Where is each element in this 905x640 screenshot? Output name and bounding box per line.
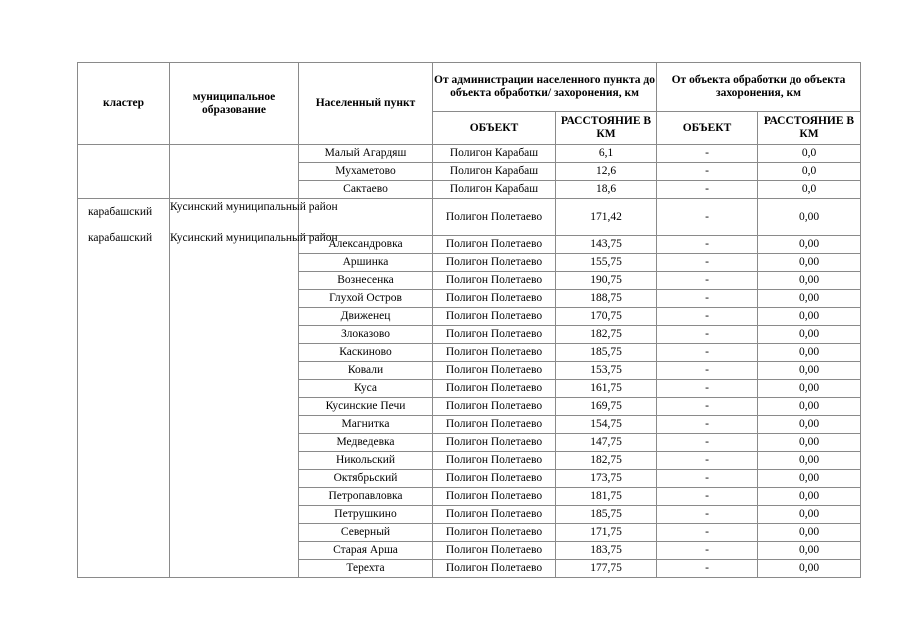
cluster-label: карабашский	[88, 206, 153, 218]
object2-cell: -	[657, 434, 758, 452]
distance2-cell: 0,00	[758, 326, 861, 344]
distance-cell: 153,75	[556, 362, 657, 380]
distance2-cell: 0,00	[758, 560, 861, 578]
header-cluster: кластер	[78, 63, 170, 145]
settlement-cell: Никольский	[299, 452, 433, 470]
object-cell: Полигон Полетаево	[433, 362, 556, 380]
distance-cell: 177,75	[556, 560, 657, 578]
distance2-cell: 0,00	[758, 236, 861, 254]
distance-cell: 185,75	[556, 506, 657, 524]
object2-cell: -	[657, 163, 758, 181]
distance2-cell: 0,00	[758, 199, 861, 236]
distance2-cell: 0,00	[758, 524, 861, 542]
settlement-cell: Глухой Остров	[299, 290, 433, 308]
distance-cell: 181,75	[556, 488, 657, 506]
object-cell: Полигон Карабаш	[433, 145, 556, 163]
municipality-label: Кусинский муниципальный район	[170, 201, 338, 213]
header-distance: РАССТОЯНИЕ В КМ	[556, 112, 657, 145]
object-cell: Полигон Полетаево	[433, 452, 556, 470]
object-cell: Полигон Полетаево	[433, 398, 556, 416]
distance-cell: 155,75	[556, 254, 657, 272]
settlement-cell: Северный	[299, 524, 433, 542]
distance2-cell: 0,00	[758, 506, 861, 524]
distance-cell: 12,6	[556, 163, 657, 181]
municipality-cell-empty	[170, 145, 299, 199]
distance-cell: 171,42	[556, 199, 657, 236]
settlement-cell: Петрушкино	[299, 506, 433, 524]
settlement-cell: Сактаево	[299, 181, 433, 199]
object-cell: Полигон Полетаево	[433, 434, 556, 452]
object2-cell: -	[657, 236, 758, 254]
distance2-cell: 0,00	[758, 470, 861, 488]
distance-cell: 170,75	[556, 308, 657, 326]
distance-cell: 182,75	[556, 452, 657, 470]
settlement-cell: Движенец	[299, 308, 433, 326]
distance-cell: 171,75	[556, 524, 657, 542]
object-cell: Полигон Полетаево	[433, 290, 556, 308]
table-row	[78, 199, 861, 236]
object-cell: Полигон Полетаево	[433, 199, 556, 236]
object2-cell: -	[657, 560, 758, 578]
object-cell: Полигон Полетаево	[433, 542, 556, 560]
object-cell: Полигон Полетаево	[433, 524, 556, 542]
distance-cell: 6,1	[556, 145, 657, 163]
settlement-cell: Вознесенка	[299, 272, 433, 290]
header-object-2: ОБЪЕКТ	[657, 112, 758, 145]
object-cell: Полигон Полетаево	[433, 308, 556, 326]
settlement-cell: Злоказово	[299, 326, 433, 344]
object-cell: Полигон Полетаево	[433, 470, 556, 488]
cluster-cell-empty	[78, 145, 170, 199]
settlement-cell: Ковали	[299, 362, 433, 380]
distance2-cell: 0,00	[758, 452, 861, 470]
settlement-cell: Мухаметово	[299, 163, 433, 181]
distance-cell: 190,75	[556, 272, 657, 290]
settlement-cell: Малый Агардяш	[299, 145, 433, 163]
distance2-cell: 0,00	[758, 380, 861, 398]
settlement-cell: Магнитка	[299, 416, 433, 434]
object2-cell: -	[657, 524, 758, 542]
object2-cell: -	[657, 290, 758, 308]
object2-cell: -	[657, 470, 758, 488]
municipality-cell	[170, 199, 338, 578]
distance2-cell: 0,00	[758, 344, 861, 362]
object-cell: Полигон Карабаш	[433, 181, 556, 199]
distance2-cell: 0,00	[758, 308, 861, 326]
distance2-cell: 0,00	[758, 290, 861, 308]
settlement-cell: Октябрьский	[299, 470, 433, 488]
municipality-label: Кусинский муниципальный район	[170, 232, 338, 244]
object-cell: Полигон Полетаево	[433, 326, 556, 344]
object2-cell: -	[657, 488, 758, 506]
distance-cell: 185,75	[556, 344, 657, 362]
object-cell: Полигон Полетаево	[433, 272, 556, 290]
table-row	[78, 145, 861, 163]
object-cell: Полигон Полетаево	[433, 254, 556, 272]
settlement-cell: Кусинские Печи	[299, 398, 433, 416]
table-body	[78, 145, 861, 578]
distance2-cell: 0,00	[758, 272, 861, 290]
settlement-cell: Куса	[299, 380, 433, 398]
distance-cell: 188,75	[556, 290, 657, 308]
distance2-cell: 0,0	[758, 163, 861, 181]
distance2-cell: 0,00	[758, 398, 861, 416]
distance-cell: 182,75	[556, 326, 657, 344]
object2-cell: -	[657, 254, 758, 272]
distance2-cell: 0,00	[758, 362, 861, 380]
object-cell: Полигон Полетаево	[433, 380, 556, 398]
object2-cell: -	[657, 398, 758, 416]
distance-cell: 143,75	[556, 236, 657, 254]
distance2-cell: 0,00	[758, 542, 861, 560]
settlement-cell: Аршинка	[299, 254, 433, 272]
cluster-label: карабашский	[88, 232, 153, 244]
object2-cell: -	[657, 272, 758, 290]
settlement-cell: Александровка	[299, 236, 433, 254]
settlement-cell: Терехта	[299, 560, 433, 578]
header-from-object: От объекта обработки до объекта захоронения, км	[657, 63, 861, 112]
distance-cell: 183,75	[556, 542, 657, 560]
object2-cell: -	[657, 380, 758, 398]
header-distance-2: РАССТОЯНИЕ В КМ	[758, 112, 861, 145]
distance-cell: 18,6	[556, 181, 657, 199]
header-object: ОБЪЕКТ	[433, 112, 556, 145]
object2-cell: -	[657, 416, 758, 434]
object-cell: Полигон Полетаево	[433, 236, 556, 254]
object2-cell: -	[657, 181, 758, 199]
distance-cell: 154,75	[556, 416, 657, 434]
distance2-cell: 0,00	[758, 254, 861, 272]
distance-table	[77, 62, 861, 578]
distance-cell: 173,75	[556, 470, 657, 488]
header-from-admin: От администрации населенного пункта до объекта обработки/ захоронения, км	[433, 63, 657, 112]
distance2-cell: 0,00	[758, 488, 861, 506]
distance-cell: 169,75	[556, 398, 657, 416]
header-settlement: Населенный пункт	[299, 63, 433, 145]
settlement-cell: Петропавловка	[299, 488, 433, 506]
object-cell: Полигон Полетаево	[433, 560, 556, 578]
distance-cell: 147,75	[556, 434, 657, 452]
object2-cell: -	[657, 344, 758, 362]
object-cell: Полигон Карабаш	[433, 163, 556, 181]
object2-cell: -	[657, 308, 758, 326]
distance-cell: 161,75	[556, 380, 657, 398]
cluster-cell	[78, 199, 170, 578]
settlement-cell: Старая Арша	[299, 542, 433, 560]
object2-cell: -	[657, 542, 758, 560]
object-cell: Полигон Полетаево	[433, 344, 556, 362]
object2-cell: -	[657, 452, 758, 470]
distance2-cell: 0,0	[758, 181, 861, 199]
object-cell: Полигон Полетаево	[433, 488, 556, 506]
object2-cell: -	[657, 145, 758, 163]
header-municipality: муниципальное образование	[170, 63, 299, 145]
distance2-cell: 0,0	[758, 145, 861, 163]
object2-cell: -	[657, 326, 758, 344]
distance2-cell: 0,00	[758, 416, 861, 434]
object-cell: Полигон Полетаево	[433, 416, 556, 434]
settlement-cell: Медведевка	[299, 434, 433, 452]
object2-cell: -	[657, 362, 758, 380]
settlement-cell: Каскиново	[299, 344, 433, 362]
object2-cell: -	[657, 199, 758, 236]
distance2-cell: 0,00	[758, 434, 861, 452]
object-cell: Полигон Полетаево	[433, 506, 556, 524]
object2-cell: -	[657, 506, 758, 524]
